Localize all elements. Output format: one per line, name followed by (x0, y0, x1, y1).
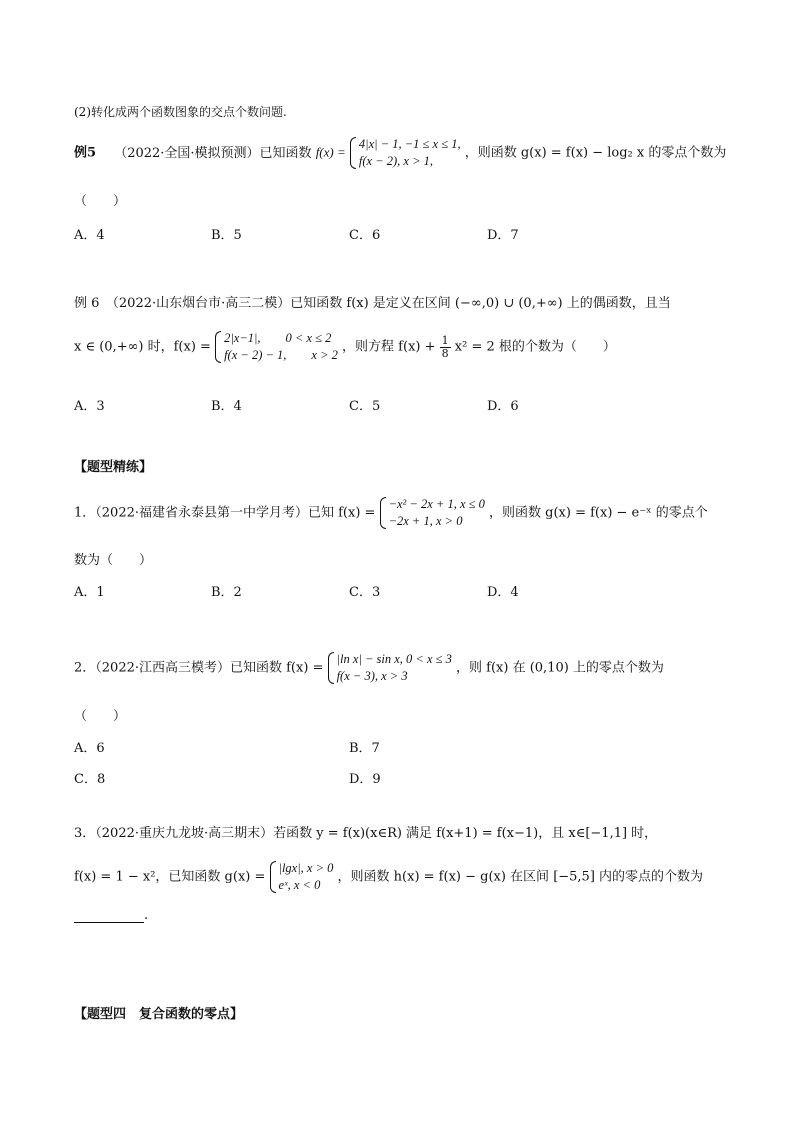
question-2-statement (74, 651, 664, 685)
example-5-option-b: B．5 (211, 228, 242, 243)
example-6-line-1: 例 6 （2022·山东烟台市·高三二模）已知函数 f(x) 是定义在区间 (−∞,0) ∪ (0,+∞) 上的偶函数，且当 (74, 296, 671, 311)
example-6-option-d: D．6 (487, 399, 519, 414)
example-5-tail: ，则函数 g(x) = f(x) − log₂ x 的零点个数为 (464, 145, 727, 161)
example-6-piecewise (215, 330, 338, 364)
example-6-case-1: 2|x−1|, 0 < x ≤ 2 (224, 331, 332, 345)
question-2-pre: 2．（2022·江西高三模考）已知函数 f(x) = (74, 660, 324, 676)
example-5-case-2: f(x − 2), x > 1, (358, 154, 434, 168)
question-3-line-2 (74, 860, 703, 894)
example-6-option-b: B．4 (211, 399, 242, 414)
example-5-option-d: D．7 (487, 228, 519, 243)
example-6-option-c: C．5 (349, 399, 381, 414)
example-6-mid: ，则方程 f(x) + (342, 339, 436, 355)
example-5-source: （2022·全国·模拟预测）已知函数 (114, 145, 312, 161)
question-1-case-1: −x² − 2x + 1, x ≤ 0 (388, 497, 485, 511)
answer-blank[interactable] (74, 922, 144, 923)
example-5-option-c: C．6 (349, 228, 381, 243)
question-3-case-1: |lgx|, x > 0 (278, 861, 334, 875)
question-3-case-2: eˣ, x < 0 (278, 878, 321, 892)
example-5-statement (74, 136, 726, 170)
example-5-piecewise (350, 136, 461, 170)
example-6-case-2: f(x − 2) − 1, x > 2 (224, 348, 338, 362)
section-title-composite-zeros: 【题型四 复合函数的零点】 (74, 1007, 244, 1022)
question-3-pre: f(x) = 1 − x²，已知函数 g(x) = (74, 869, 266, 885)
example-6-tail: x² = 2 根的个数为（ ） (454, 339, 616, 355)
question-1-option-d: D．4 (487, 585, 519, 600)
fraction-numerator: 1 (441, 333, 449, 347)
question-3-line-1: 3．（2022·重庆九龙坡·高三期末）若函数 y = f(x)(x∈R) 满足 f(x+1) = f(x−1)，且 x∈[−1,1] 时， (74, 826, 658, 841)
question-2-option-c: C．8 (74, 772, 106, 787)
question-3-answer-line (74, 908, 148, 923)
example-5-case-1: 4|x| − 1, −1 ≤ x ≤ 1, (358, 137, 461, 151)
question-1-line-2: 数为（ ） (74, 553, 153, 568)
question-3-end: . (144, 908, 149, 923)
question-2-option-a: A．6 (74, 741, 105, 756)
question-1-statement (74, 496, 708, 530)
question-1-tail: ，则函数 g(x) = f(x) − e⁻ˣ 的零点个 (489, 505, 708, 521)
example-5-option-a: A．4 (74, 228, 105, 243)
example-6-option-a: A．3 (74, 399, 105, 414)
example-6-pre: x ∈ (0,+∞) 时，f(x) = (74, 339, 211, 355)
question-1-piecewise (380, 496, 485, 530)
question-1-option-c: C．3 (349, 585, 381, 600)
question-1-pre: 1．（2022·福建省永泰县第一中学月考）已知 f(x) = (74, 505, 376, 521)
question-1-case-2: −2x + 1, x > 0 (388, 514, 463, 528)
question-2-case-1: |ln x| − sin x, 0 < x ≤ 3 (336, 652, 452, 666)
question-2-option-d: D．9 (349, 772, 381, 787)
question-2-case-2: f(x − 3), x > 3 (336, 669, 408, 683)
question-2-tail: ，则 f(x) 在 (0,10) 上的零点个数为 (456, 660, 664, 676)
intro-text: (2)转化成两个函数图象的交点个数问题. (74, 105, 287, 119)
question-2-piecewise (328, 651, 452, 685)
question-1-option-a: A．1 (74, 585, 105, 600)
example-5-fx: f(x) = (315, 144, 346, 160)
example-6-line-2 (74, 330, 616, 364)
example-6-fraction (440, 335, 451, 360)
question-2-option-b: B．7 (349, 741, 380, 756)
example-5-label: 例5 (74, 145, 97, 161)
example-5-paren: （ ） (74, 194, 127, 209)
section-title-practice: 【题型精练】 (74, 460, 153, 475)
question-1-option-b: B．2 (211, 585, 242, 600)
fraction-denominator: 8 (441, 346, 449, 360)
question-3-piecewise (270, 860, 334, 894)
question-2-paren: （ ） (74, 709, 127, 724)
question-3-tail: ，则函数 h(x) = f(x) − g(x) 在区间 [−5,5] 内的零点的个数为 (337, 869, 704, 885)
